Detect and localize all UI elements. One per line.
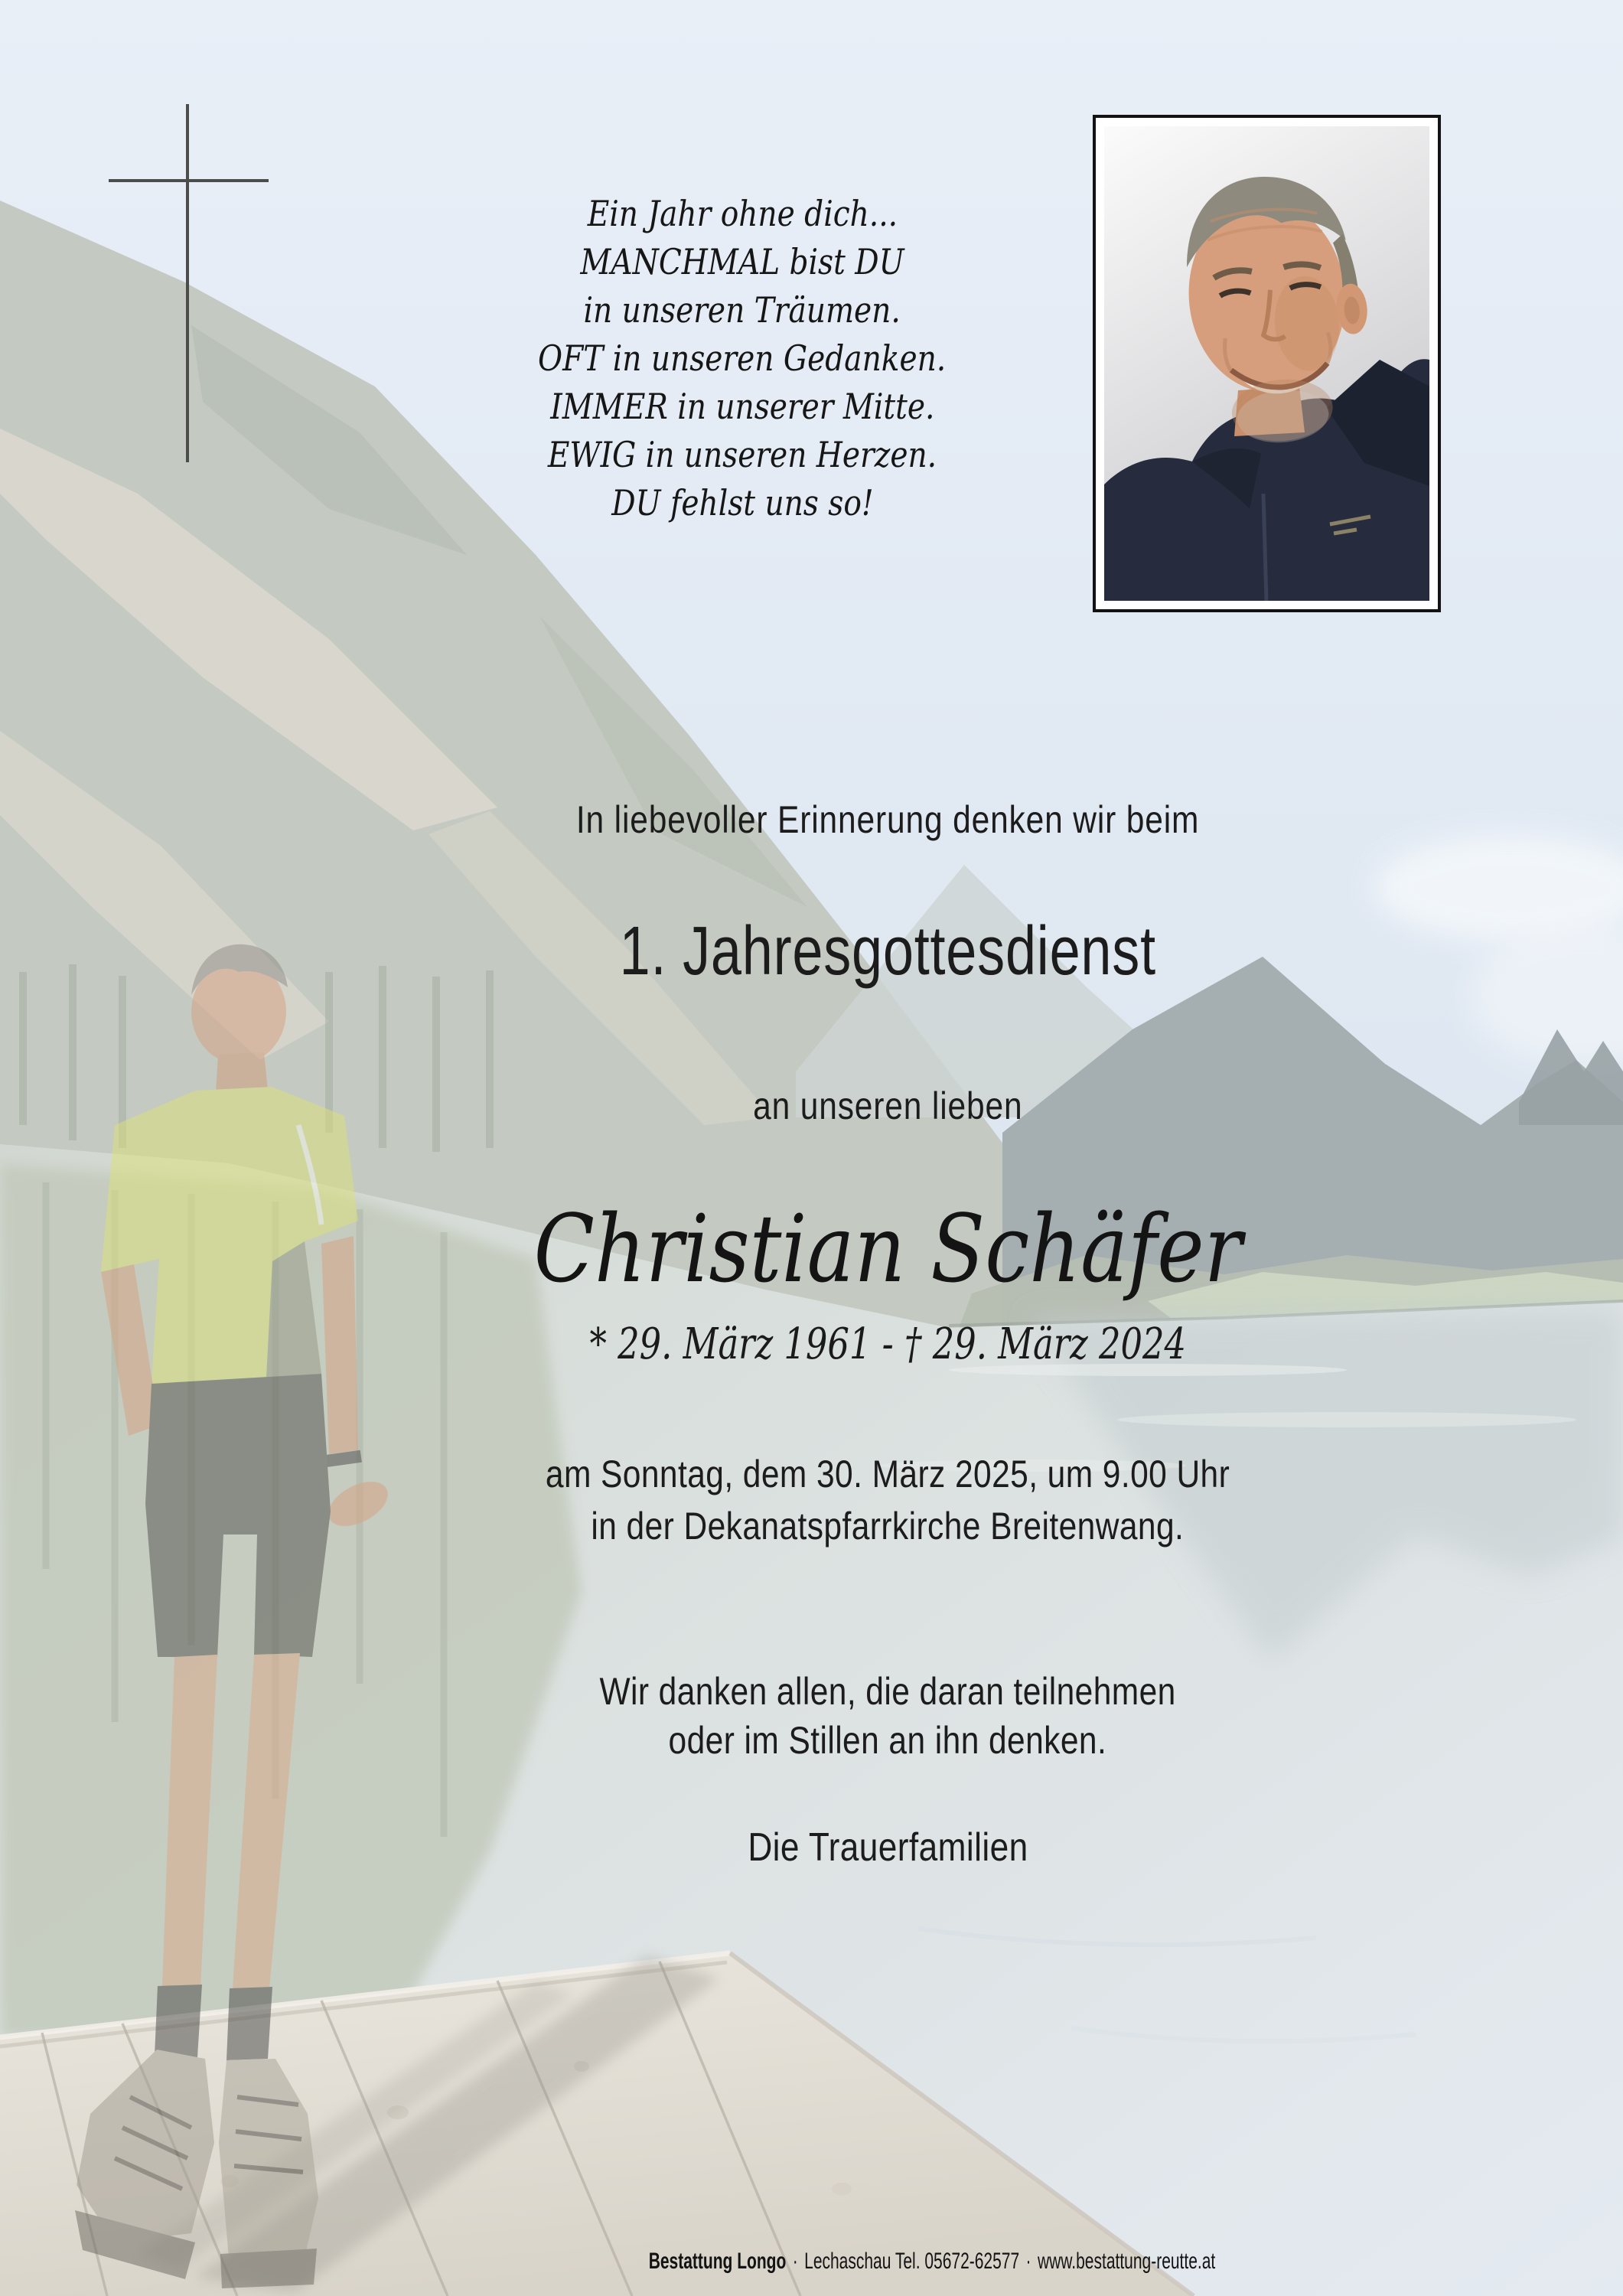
funeral-home-name: Bestattung Longo bbox=[648, 2249, 787, 2274]
poem-line: DU fehlst uns so! bbox=[611, 482, 874, 523]
memorial-poem bbox=[321, 190, 1163, 527]
footer-line bbox=[649, 2249, 1216, 2275]
event-details bbox=[153, 1448, 1622, 1552]
event-date-time: am Sonntag, dem 30. März 2025, um 9.00 Uhr bbox=[545, 1453, 1230, 1495]
thanks-line: Wir danken allen, die daran teilnehmen bbox=[599, 1670, 1176, 1713]
dedication-text: an unseren lieben bbox=[752, 1084, 1023, 1127]
footer-separator: · bbox=[1025, 2249, 1031, 2274]
poem-line: IMMER in unserer Mitte. bbox=[549, 386, 935, 427]
funeral-home-contact: Lechaschau Tel. 05672-62577 bbox=[804, 2249, 1020, 2274]
thanks-line: oder im Stillen an ihn denken. bbox=[668, 1719, 1107, 1762]
poem-line: in unseren Träumen. bbox=[583, 289, 901, 331]
portrait-photo bbox=[1093, 115, 1441, 612]
funeral-home-footer bbox=[241, 2249, 1623, 2275]
service-title: 1. Jahresgottesdienst bbox=[619, 913, 1156, 990]
funeral-home-website: www.bestattung-reutte.at bbox=[1037, 2249, 1216, 2274]
event-location: in der Dekanatspfarrkirche Breitenwang. bbox=[591, 1505, 1185, 1548]
poem-line: Ein Jahr ohne dich... bbox=[587, 193, 898, 234]
portrait-image bbox=[1104, 126, 1429, 601]
footer-separator: · bbox=[792, 2249, 798, 2274]
poem-line: OFT in unseren Gedanken. bbox=[538, 338, 947, 379]
deceased-name: Christian Schäfer bbox=[533, 1195, 1242, 1303]
intro-text: In liebevoller Erinnerung denken wir beim bbox=[575, 798, 1200, 841]
poem-line: MANCHMAL bist DU bbox=[580, 241, 904, 282]
life-dates: * 29. März 1961 - † 29. März 2024 bbox=[589, 1319, 1186, 1369]
poem-line: EWIG in unseren Herzen. bbox=[547, 434, 937, 475]
thanks-text bbox=[153, 1667, 1622, 1765]
cross-horizontal-bar bbox=[109, 179, 269, 182]
cross-vertical-bar bbox=[186, 104, 189, 462]
closing-signature: Die Trauerfamilien bbox=[747, 1825, 1028, 1870]
